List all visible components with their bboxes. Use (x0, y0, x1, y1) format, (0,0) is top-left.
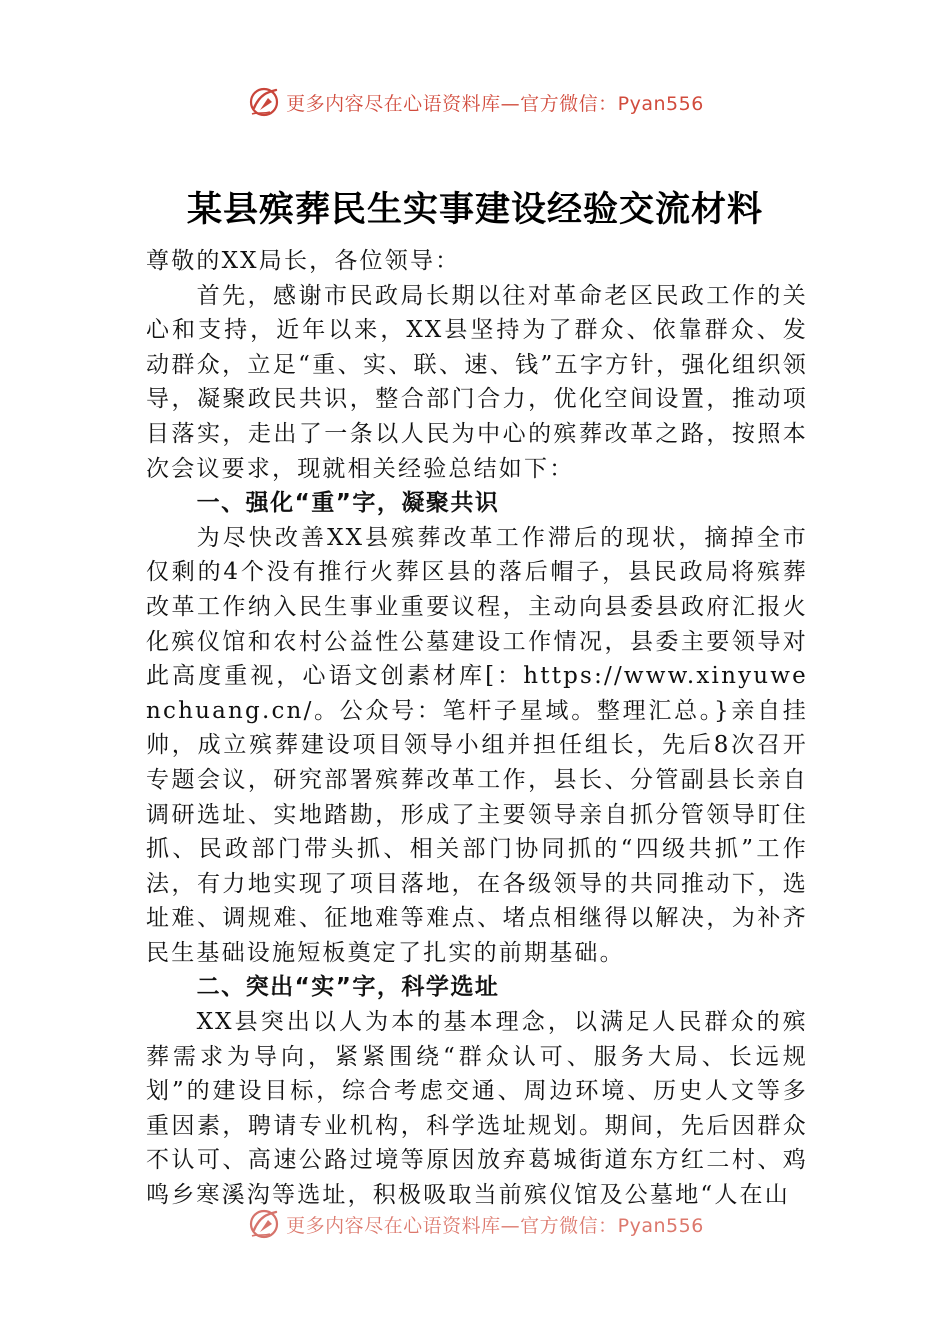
document-title: 某县殡葬民生实事建设经验交流材料 (186, 189, 763, 230)
seal-logo-icon (246, 84, 282, 120)
seal-logo-icon (246, 1206, 282, 1242)
intro-paragraph: 首先，感谢市民政局长期以往对革命老区民政工作的关心和支持，近年以来，XX县坚持为了群众、依靠群众、发动群众，立足“重、实、联、速、钱”五字方针，强化组织领导，凝聚政民共识，整合部门合力，优化空间设置，推动项目落实，走出了一条以人民为中心的殡葬改革之路，按照本次会议要求，现就相关经验总结如下： (146, 282, 808, 482)
watermark-text: 更多内容尽在心语资料库—官方微信：Pyan556 (286, 92, 704, 115)
section-heading-2: 二、突出“实”字，科学选址 (196, 974, 500, 1001)
section-heading-1: 一、强化“重”字，凝聚共识 (196, 490, 500, 517)
watermark-header (0, 82, 950, 122)
document-body (146, 244, 808, 1213)
watermark-footer (0, 1204, 950, 1244)
salutation: 尊敬的XX局长，各位领导： (146, 248, 461, 274)
section-paragraph-1: 为尽快改善XX县殡葬改革工作滞后的现状，摘掉全市仅剩的4个没有推行火葬区县的落后帽子，县民政局将殡葬改革工作纳入民生事业重要议程，主动向县委县政府汇报火化殡仪馆和农村公益性公墓建设工作情况，县委主要领导对此高度重视，心语文创素材库[：https://www.xinyuwenchuang.cn/。公众号：笔杆子星域。整理汇总。}亲自挂帅，成立殡葬建设项目领导小组并担任组长，先后8次召开专题会议，研究部署殡葬改革工作，县长、分管副县长亲自调研选址、实地踏勘，形成了主要领导亲自抓分管领导盯住抓、民政部门带头抓、相关部门协同抓的“四级共抓”工作法，有力地实现了项目落地，在各级领导的共同推动下，选址难、调规难、征地难等难点、堵点相继得以解决，为补齐民生基础设施短板奠定了扎实的前期基础。 (146, 524, 808, 966)
section-paragraph-2: XX县突出以人为本的基本理念，以满足人民群众的殡葬需求为导向，紧紧围绕“群众认可、服务大局、长远规划”的建设目标，综合考虑交通、周边环境、历史人文等多重因素，聘请专业机构，科学选址规划。期间，先后因群众不认可、高速公路过境等原因放弃葛城街道东方红二村、鸡鸣乡寒溪沟等选址，积极吸取当前殡仪馆及公墓地“人在山 (146, 1009, 808, 1209)
watermark-text: 更多内容尽在心语资料库—官方微信：Pyan556 (286, 1214, 704, 1237)
